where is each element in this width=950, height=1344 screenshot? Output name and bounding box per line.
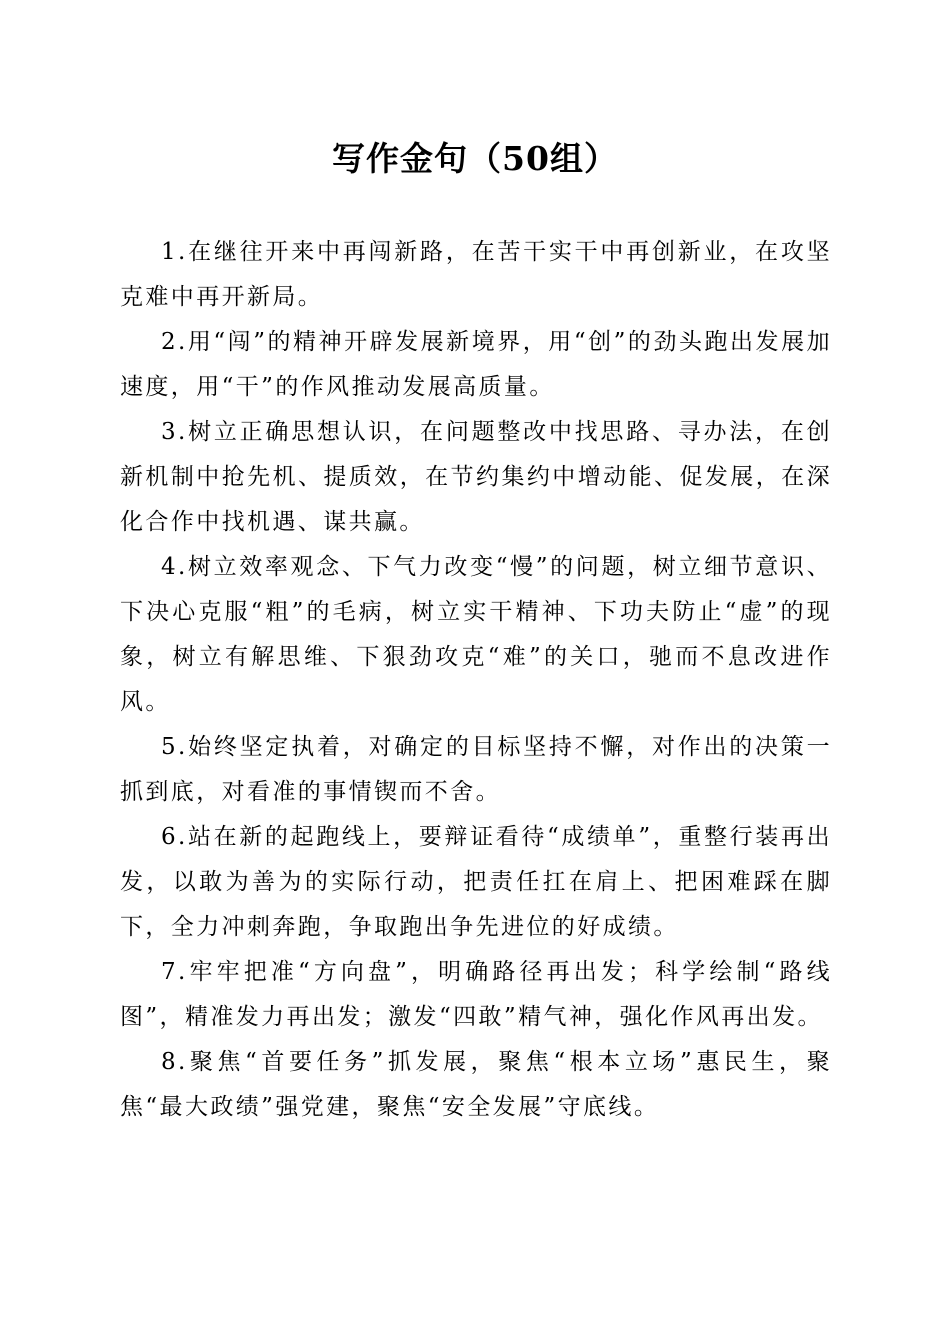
paragraph-2: 2.用“闯”的精神开辟发展新境界，用“创”的劲头跑出发展加速度，用“干”的作风推动发展高质量。 (120, 329, 832, 400)
paragraph-8: 8.聚焦“首要任务”抓发展，聚焦“根本立场”惠民生，聚焦“最大政绩”强党建，聚焦“安全发展”守底线。 (120, 1049, 832, 1120)
paragraph-3: 3.树立正确思想认识，在问题整改中找思路、寻办法，在创新机制中抢先机、提质效，在节约集约中增动能、促发展，在深化合作中找机遇、谋共赢。 (120, 419, 832, 535)
document-title: 写作金句（50组） (332, 139, 618, 178)
paragraph-6: 6.站在新的起跑线上，要辩证看待“成绩单”，重整行装再出发，以敢为善为的实际行动，把责任扛在肩上、把困难踩在脚下，全力冲刺奔跑，争取跑出争先进位的好成绩。 (120, 824, 832, 940)
document-body (120, 230, 832, 1130)
paragraph-7: 7.牢牢把准“方向盘”，明确路径再出发；科学绘制“路线图”，精准发力再出发；激发“四敢”精气神，强化作风再出发。 (120, 959, 832, 1030)
paragraph-5: 5.始终坚定执着，对确定的目标坚持不懈，对作出的决策一抓到底，对看准的事情锲而不舍。 (120, 734, 832, 805)
paragraph-1: 1.在继往开来中再闯新路，在苦干实干中再创新业，在攻坚克难中再开新局。 (120, 239, 832, 310)
paragraph-4: 4.树立效率观念、下气力改变“慢”的问题，树立细节意识、下决心克服“粗”的毛病，树立实干精神、下功夫防止“虚”的现象，树立有解思维、下狠劲攻克“难”的关口，驰而不息改进作风。 (120, 554, 832, 715)
